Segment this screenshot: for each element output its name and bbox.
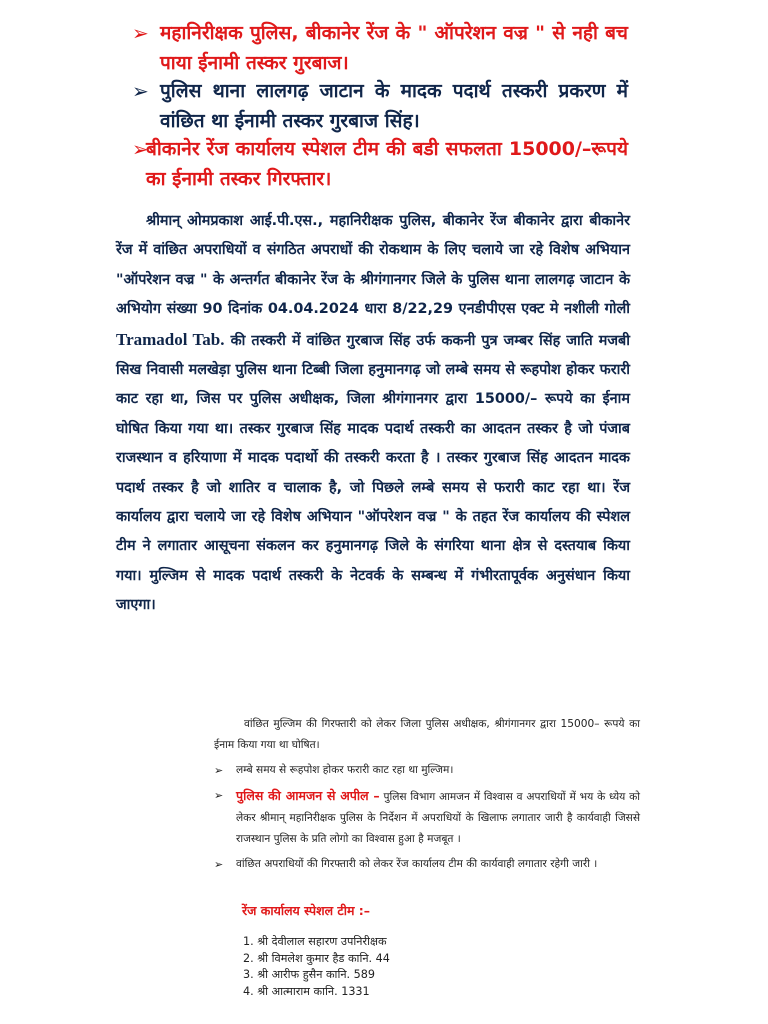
arrow-bullet-icon: ➢: [214, 764, 224, 777]
team-member: 3. श्री आरीफ हुसैन कानि. 589: [243, 968, 376, 981]
headline-3: [132, 134, 628, 194]
headline-2-text: पुलिस थाना लालगढ़ जाटान के मादक पदार्थ तस्करी प्रकरण में वांछित था ईनामी तस्कर गुरबाज सिंह।: [160, 80, 628, 132]
arrow-bullet-icon: ➢: [132, 79, 149, 103]
headline-1: [132, 18, 628, 78]
team-list: [243, 934, 390, 1000]
team-title: रेंज कार्यालय स्पेशल टीम :–: [242, 903, 371, 918]
summary-intro: वांछित मुल्जिम की गिरफ्तारी को लेकर जिला पुलिस अधीक्षक, श्रीगंगानगर द्वारा 15000– रूपये का ईनाम किया गया था घोषित।: [214, 718, 640, 751]
arrow-bullet-icon: ➢: [214, 858, 224, 871]
summary-item-text: [236, 785, 640, 850]
team-member: 4. श्री आत्माराम कानि. 1331: [243, 984, 370, 998]
summary-item: [214, 785, 640, 850]
headline-2: [132, 76, 628, 136]
body-text-part-1: श्रीमान् ओमप्रकाश आई.पी.एस., महानिरीक्षक पुलिस, बीकानेर रेंज बीकानेर द्वारा बीकानेर रेंज में वांछित अपराधियों व संगठित अपराधों की रोकथाम के लिए चलाये जा रहे विशेष अभियान "ऑपरेशन वज्र " के अन्तर्गत बीकानेर रेंज के श्रीगंगानगर जिले के पुलिस थाना लालगढ़ जाटान के अभियोग संख्या 90 दिनांक 04.04.2024 धारा 8/22,29 एनडीपीएस एक्ट मे नशीली गोली: [116, 213, 630, 318]
press-release-body: [116, 207, 630, 621]
summary-section: [214, 714, 640, 875]
drug-name: Tramadol Tab.: [116, 329, 225, 349]
arrow-bullet-icon: ➢: [132, 137, 149, 161]
summary-item-text: लम्बे समय से रूहपोश होकर फरारी काट रहा था मुल्जिम।: [236, 764, 454, 776]
team-member: 1. श्री देवीलाल सहारण उपनिरीक्षक: [243, 935, 387, 948]
team-member: 2. श्री विमलेश कुमार हैड कानि. 44: [243, 951, 390, 965]
headline-3-text: बीकानेर रेंज कार्यालय स्पेशल टीम की बडी सफलता 15000/–रूपये का ईनामी तस्कर गिरफ्तार।: [146, 138, 628, 190]
arrow-bullet-icon: ➢: [214, 789, 224, 802]
summary-item: [214, 760, 640, 781]
summary-item: [214, 854, 640, 875]
summary-item-text: वांछित अपराधियों की गिरफ्तारी को लेकर रेंज कार्यालय टीम की कार्यवाही लगातार रहेगी जारी ।: [236, 858, 598, 870]
public-appeal-label: पुलिस की आमजन से अपील –: [236, 788, 380, 803]
body-text-part-2: की तस्करी में वांछित गुरबाज सिंह उर्फ ककनी पुत्र जम्बर सिंह जाति मजबी सिख निवासी मलखेड़ा पुलिस थाना टिब्बी जिला हनुमानगढ़ जो लम्बे समय से रूहपोश होकर फरारी काट रहा था, जिस पर पुलिस अधीक्षक, जिला श्रीगंगानगर द्वारा 15000/– रूपये का ईनाम घोषित किया गया था। तस्कर गुरबाज सिंह मादक पदार्थ तस्करी का आदतन तस्कर है जो पंजाब राजस्थान व हरियाणा में मादक पदार्थो की तस्करी करता है । तस्कर गुरबाज सिंह आदतन मादक पदार्थ तस्कर है जो शातिर व चालाक है, जो पिछले लम्बे समय से फरारी काट रहा था। रेंज कार्यालय द्वारा चलाये जा रहे विशेष अभियान "ऑपरेशन वज्र " के तहत रेंज कार्यालय की स्पेशल टीम ने लगातार आसूचना संकलन कर हनुमानगढ़ जिले के संगरिया थाना क्षेत्र से दस्तयाब किया गया। मुल्जिम से मादक पदार्थ तस्करी के नेटवर्क के सम्बन्ध में गंभीरतापूर्वक अनुसंधान किया जाएगा।: [116, 332, 630, 614]
public-appeal-text: पुलिस विभाग आमजन में विश्वास व अपराधियों में भय के ध्येय को लेकर श्रीमान् महानिरीक्षक पुलिस के निर्देशन में अपराधियों के खिलाफ लगातार जारी है कार्यवाही जिससे राजस्थान पुलिस के प्रति लोगो का विश्वास हुआ है मजबूत ।: [236, 791, 640, 845]
headline-1-text: महानिरीक्षक पुलिस, बीकानेर रेंज के " ऑपरेशन वज्र " से नही बच पाया ईनामी तस्कर गुरबाज।: [160, 22, 628, 74]
arrow-bullet-icon: ➢: [132, 21, 149, 45]
